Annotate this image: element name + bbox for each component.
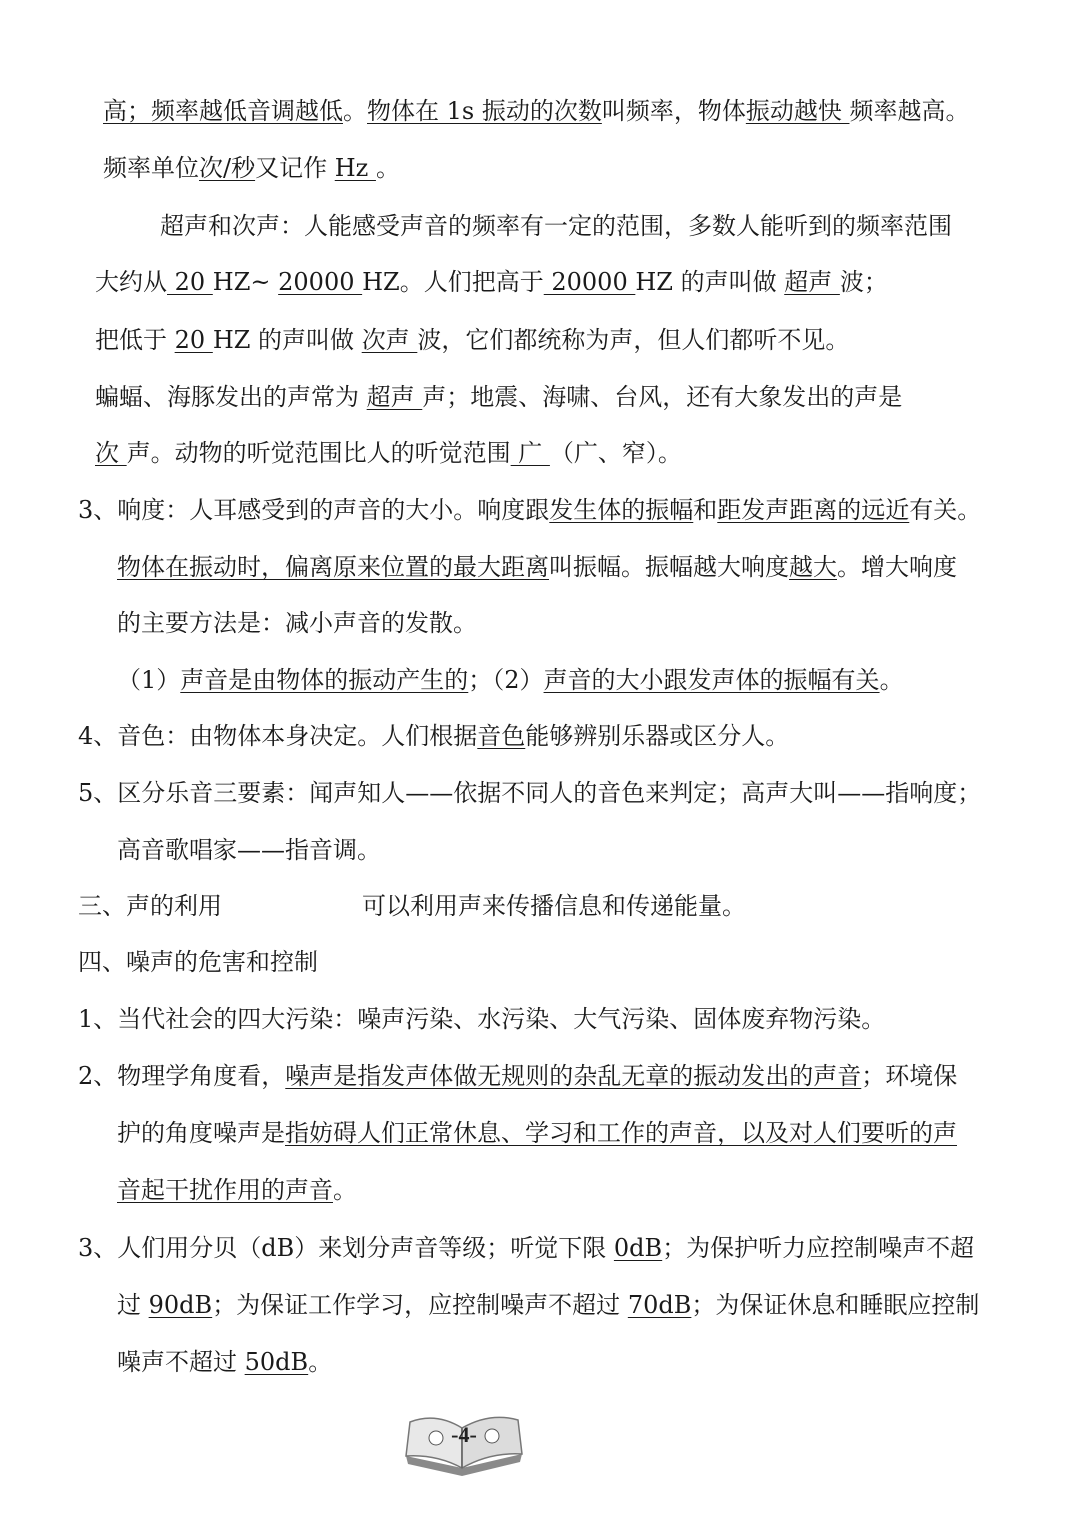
text-line [117, 663, 904, 697]
underlined-answer: 次声 [361, 326, 418, 354]
text-segment: 4、音色：由物体本身决定。人们根据 [78, 722, 478, 750]
underlined-answer: 50dB [244, 1348, 309, 1376]
text-segment: 。 [343, 97, 367, 125]
text-segment: 声。动物的听觉范围比人的听觉范围 [126, 439, 511, 467]
text-line [103, 151, 400, 185]
text-segment: 高音歌唱家——指音调。 [117, 836, 381, 864]
text-line [78, 776, 981, 810]
text-line [95, 265, 888, 299]
text-segment: HZ~ [212, 268, 279, 296]
underlined-answer: 距发声距离的远近 [717, 496, 910, 524]
text-segment: 。 [375, 154, 400, 182]
text-segment: 5、区分乐音三要素：闻声知人——依据不同人的音色来判定；高声大叫——指响度； [78, 779, 982, 807]
text-line [78, 945, 318, 979]
text-segment: 3、人们用分贝（dB）来划分声音等级；听觉下限 [78, 1234, 614, 1262]
underlined-answer: 高；频率越低音调越低 [103, 97, 343, 125]
underlined-answer: 物体在振动时，偏离原来位置的最大距离 [117, 553, 549, 581]
text-segment: 频率越高。 [849, 97, 970, 125]
text-segment: 蝙蝠、海豚发出的声常为 [95, 383, 367, 411]
text-segment: （1） [117, 666, 181, 694]
text-segment: 把低于 [95, 326, 175, 354]
text-line [117, 606, 477, 640]
text-segment: ；为保护听力应控制噪声不超 [662, 1234, 975, 1262]
text-segment: 。 [308, 1348, 333, 1376]
text-segment: 。 [879, 666, 904, 694]
text-line [78, 1231, 974, 1265]
text-segment: 能够辨别乐器或区分人。 [525, 722, 790, 750]
text-segment: 。增大响度 [837, 553, 957, 581]
text-line [78, 1059, 957, 1093]
underlined-answer: 20000 [543, 268, 636, 296]
underlined-answer: 声音的大小跟发声体的振幅有关 [543, 666, 880, 694]
underlined-answer: 噪声是指发声体做无规则的杂乱无章的振动发出的声音 [285, 1062, 862, 1090]
underlined-answer: 声音是由物体的振动产生的 [180, 666, 469, 694]
underlined-answer: 70dB [627, 1291, 692, 1319]
text-line [95, 380, 902, 414]
text-segment: 声；地震、海啸、台风，还有大象发出的声是 [422, 383, 903, 411]
text-segment: 超声和次声：人能感受声音的频率有一定的范围，多数人能听到的频率范围 [160, 212, 952, 240]
text-line [117, 833, 381, 867]
text-segment: 噪声不超过 [117, 1348, 245, 1376]
text-line [78, 889, 746, 923]
underlined-answer: 物体在 1s 振动的次数 [367, 97, 602, 125]
text-line [160, 209, 952, 243]
underlined-answer: Hz [334, 154, 376, 182]
text-line [78, 1002, 885, 1036]
text-segment: HZ 的声叫做 [212, 326, 362, 354]
text-segment: 叫频率，物体 [601, 97, 746, 125]
text-segment: （广、窄）。 [549, 439, 682, 467]
underlined-answer: 次/秒 [199, 154, 256, 182]
text-line [117, 1116, 957, 1150]
text-segment: 2、物理学角度看， [78, 1062, 286, 1090]
text-segment: HZ。人们把高于 [362, 268, 544, 296]
text-segment: 过 [117, 1291, 149, 1319]
text-segment: 三、声的利用 [78, 892, 222, 920]
text-segment: 的主要方法是：减小声音的发散。 [117, 609, 477, 637]
text-line [117, 1288, 979, 1322]
underlined-answer: 超声 [366, 383, 423, 411]
page-number-badge [400, 1404, 528, 1476]
text-line [117, 550, 957, 584]
underlined-answer: 振动越快 [745, 97, 850, 125]
text-segment: ；为保证休息和睡眠应控制 [691, 1291, 980, 1319]
text-segment: 和 [693, 496, 718, 524]
underlined-answer: 20000 [278, 268, 363, 296]
underlined-answer: 20 [167, 268, 213, 296]
text-segment: 大约从 [95, 268, 167, 296]
text-segment: 有关。 [909, 496, 982, 524]
underlined-answer: 音起干扰作用的声音 [117, 1176, 333, 1204]
text-line [117, 1173, 357, 1207]
underlined-answer: 音色 [477, 722, 526, 750]
underlined-answer: 0dB [613, 1234, 663, 1262]
text-segment: ；为保证工作学习，应控制噪声不超过 [212, 1291, 628, 1319]
text-segment: 1、当代社会的四大污染：噪声污染、水污染、大气污染、固体废弃物污染。 [78, 1005, 886, 1033]
text-segment: 叫振幅。振幅越大响度 [549, 553, 789, 581]
text-line [95, 436, 682, 470]
text-line [103, 94, 969, 128]
text-segment: ；（2） [468, 666, 544, 694]
underlined-answer: 越大 [789, 553, 837, 581]
underlined-answer: 指妨碍人们正常休息、学习和工作的声音，以及对人们要听的声 [285, 1119, 957, 1147]
text-segment: 又记作 [255, 154, 335, 182]
underlined-answer: 90dB [148, 1291, 213, 1319]
text-segment: ；环境保 [861, 1062, 958, 1090]
underlined-answer: 次 [95, 439, 127, 467]
text-segment: 可以利用声来传播信息和传递能量。 [362, 892, 746, 920]
text-segment: 。 [333, 1176, 357, 1204]
text-segment: 波，它们都统称为声，但人们都听不见。 [417, 326, 850, 354]
underlined-answer: 广 [510, 439, 550, 467]
text-segment: 四、噪声的危害和控制 [78, 948, 318, 976]
text-line [95, 323, 849, 357]
text-segment: HZ 的声叫做 [635, 268, 785, 296]
text-segment: 护的角度噪声是 [117, 1119, 285, 1147]
underlined-answer: 20 [174, 326, 213, 354]
text-segment: 波； [839, 268, 888, 296]
text-segment: 3、响度：人耳感受到的声音的大小。响度跟 [78, 496, 550, 524]
text-line [78, 493, 981, 527]
page-number: -4- [451, 1422, 477, 1447]
underlined-answer: 超声 [784, 268, 840, 296]
text-line [117, 1345, 332, 1379]
text-segment: 频率单位 [103, 154, 199, 182]
underlined-answer: 发生体的振幅 [549, 496, 694, 524]
text-line [78, 719, 789, 753]
